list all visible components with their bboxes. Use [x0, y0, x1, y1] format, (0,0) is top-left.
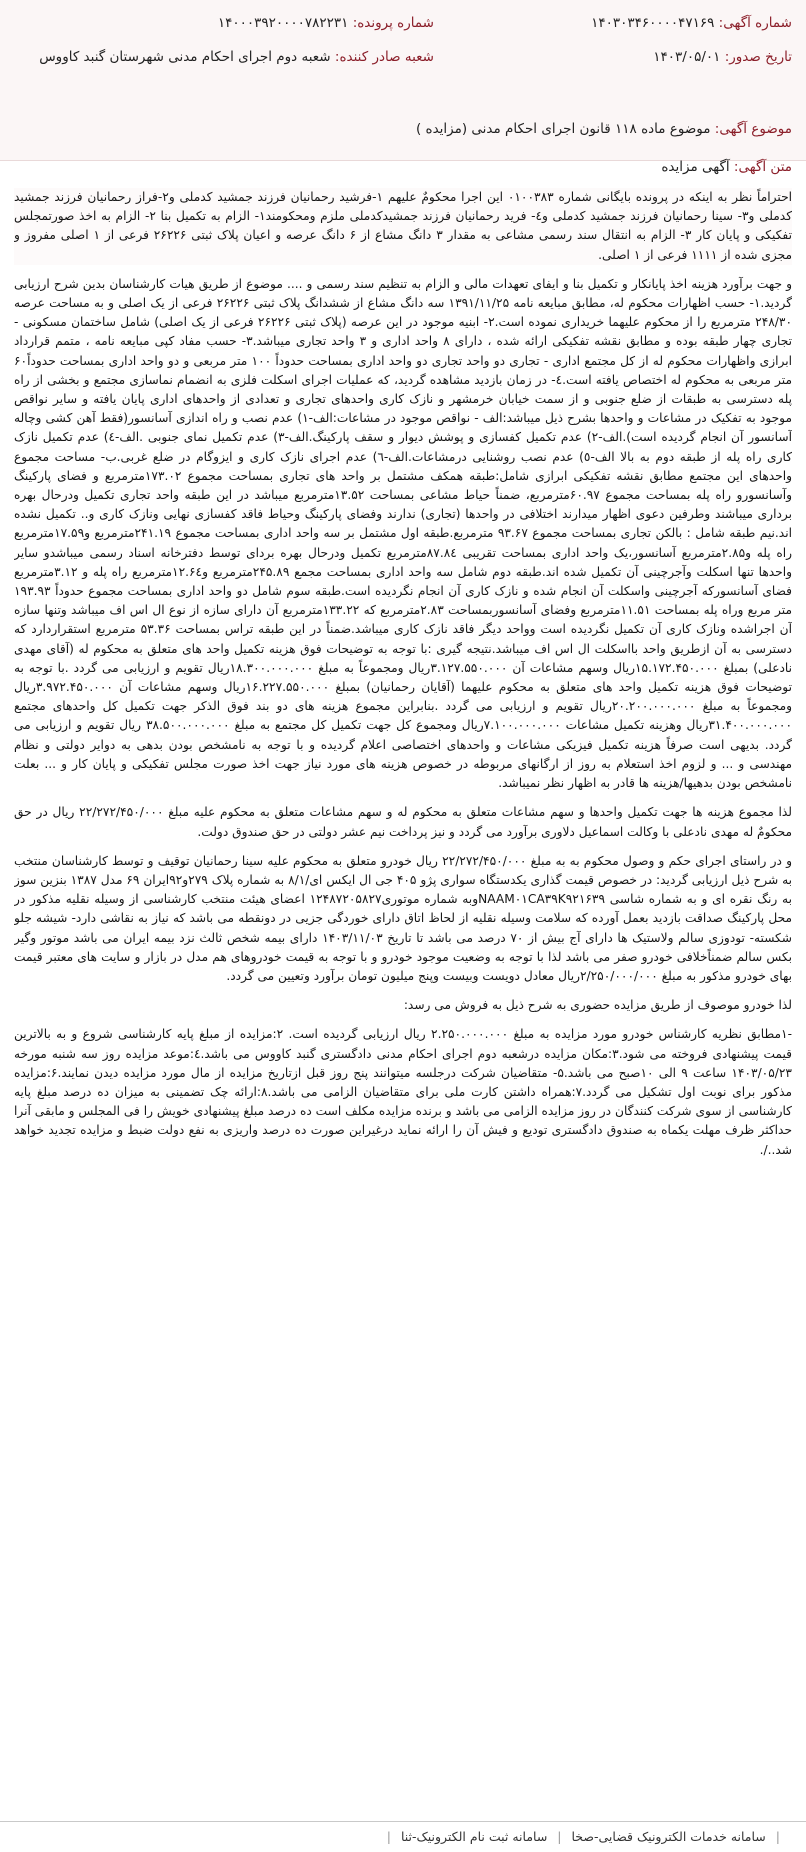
issue-date-value: ۱۴۰۳/۰۵/۰۱ [653, 49, 721, 65]
issuer-value: شعبه دوم اجرای احکام مدنی شهرستان گنبد کاووس [39, 49, 331, 65]
header-row-1 [0, 10, 806, 36]
case-number [218, 10, 434, 36]
footer-sep-left: | [775, 1829, 780, 1844]
footer-sep-right: | [386, 1829, 391, 1844]
ad-number-label: شماره آگهی: [718, 15, 792, 31]
paragraph-vehicle-appraisal: و در راستای اجرای حکم و وصول محکوم به به مبلغ ۲۲/۲۷۲/۴۵۰/۰۰۰ ریال خودرو متعلق به محکوم علیه سینا رحمانیان توقیف و توسط کارشناسان منتخب به شرح ذیل ارزیابی گردید: در خصوص قیمت گذاری یکدستگاه سواری پژو ۴۰۵ جی ال ایکس ای/۸/۱ به شماره پلاک ۲۷۹و۹۲ایران ۶۹ مدل ۱۳۸۷ بنزین سوز به رنگ نقره ای و به شماره شاسی NAAM۰۱CA۳۹K۹۲۱۶۳۹وبه شماره موتوری۱۲۴۸۷۲۰۵۸۲۷ اعضای هیئت منتخب کارشناسی از وسیله نقلیه مذکور در محل پارکینگ صداقت بازدید بعمل آورده که سلامت وسیله نقلیه از لحاظ اتاق دارای خوردگی جزیی در دونقطه می باشد که نیاز به نقاشی دارد- شیشه جلو شکسته- تودوزی سالم ولاستیک ها دارای آج بیش از ۷۰ درصد می باشد تا تاریخ ۱۴۰۳/۱۱/۰۳ دارای بیمه شخص ثالث نزد بیمه ایران می باشد موتور وگیر بکس سالم ضمناًخلافی خودرو صفر می باشد لذا با توجه به وضعیت موجود خودرو و با توجه به قیمت خودروهای هم مدل در بازار و سایت های معتبر قیمت بهای خودرو مذکور به مبلغ ۲/۲۵۰/۰۰۰/۰۰۰ریال معادل دویست وبیست وپنج میلیون تومان برآورد وتعیین می گردد. [14, 853, 792, 983]
paragraph-auction-intro: لذا خودرو موصوف از طریق مزایده حضوری به شرح ذیل به فروش می رسد: [403, 998, 792, 1013]
footer-bar [0, 1821, 806, 1852]
subject-value: موضوع ماده ۱۱۸ قانون اجرای احکام مدنی (مزایده ) [415, 121, 711, 137]
footer-link-sakha[interactable]: سامانه خدمات الکترونیک قضایی-صخا [571, 1829, 766, 1844]
paragraph-case-summary: احتراماً نظر به اینکه در پرونده بایگانی شماره ۰۱۰۰۳۸۳ این اجرا محکومٌ علیهم ۱-فرشید رحمانیان فرزند جمشید کدملی و۲-فراز رحمانیان فرزند جمشید کدملی و۳- سینا رحمانیان فرزند جمشید کدملی و٤- فرید رحمانیان فرزند جمشیدکدملی ملزم ومحکومند۱- الزام به تکمیل بنا ۲- الزام به اخذ صورتمجلس تفکیکی و پایان کار ۳- الزام به انتقال سند رسمی مشاعی به مقدار ۳ دانگ مشاع از ۶ دانگ عرصه و اعیان پلاک ثبتی ۲۶۲۲۶ فرعی از ۱ اصلی مفروز و مجزی شده از ۱۱۱۱ فرعی از ۱ اصلی. [14, 188, 792, 265]
text-title: آگهی مزایده [661, 159, 730, 175]
paragraph-auction-terms: -۱مطابق نظریه کارشناس خودرو مورد مزایده به مبلغ ۲.۲۵۰.۰۰۰.۰۰۰ ریال ارزیابی گردیده است. ۲:مزایده از مبلغ پایه کارشناسی شروع و به بالاترین قیمت پیشنهادی فروخته می شود.۳:مکان مزایده درشعبه دوم اجرای احکام مدنی دادگستری گنبد کاووس می باشد.٤:موعد مزایده روز سه شنبه مورخه ۱۴۰۳/۰۵/۲۳ ساعت ۹ الی ۱۰صبح می باشد.۵- متقاضیان شرکت درجلسه میتوانند پنج روز قبل ازتاریخ مزایده از مال مورد مزایده دیدن نمایند.۶:مزایده مذکور برای نوبت اول تشکیل می گردد.۷:همراه داشتن کارت ملی برای متقاضیان الزامی می باشد.۸:ارائه چک تضمینی به میزان ده درصد مبلغ پایه کارشناسی از سوی شرکت کنندگان در روز مزایده الزامی می باشد و برنده مزایده مکلف است ده درصد مبلغ پیشنهادی خویش را فی المجلس و مابقی آنرا حداکثر ظرف مهلت یکماه به صندوق دادگستری تودیع و فیش آن را ارائه نماید درغیراین صورت ده درصد واریزی به نفع دولت ضبط و مزایده تجدید خواهد شد../. [14, 1027, 792, 1157]
footer-link-sana[interactable]: سامانه ثبت نام الکترونیک-ثنا [400, 1829, 548, 1844]
issue-date [653, 44, 792, 70]
notice-text-title [661, 156, 792, 178]
issue-date-label: تاریخ صدور: [724, 49, 792, 65]
issuer [39, 44, 434, 70]
text-label: متن آگهی: [733, 159, 792, 175]
issuer-label: شعبه صادر کننده: [334, 49, 434, 65]
notice-header [0, 0, 806, 161]
case-number-label: شماره پرونده: [352, 15, 434, 31]
ad-number [591, 10, 792, 36]
subject [416, 118, 792, 140]
paragraph-total-cost: لذا مجموع هزینه ها جهت تکمیل واحدها و سهم مشاعات متعلق به محکوم له و سهم مشاعات متعلق به محکوم علیه مبلغ ۲۲/۲۷۲/۴۵۰/۰۰۰ ریال در حق محکومٌ له مهدی نادعلی با وکالت اسماعیل دلاوری برآورد می گردد و نیز پرداخت نیم عشر دولتی در حق صندوق دولت. [14, 805, 792, 839]
footer-sep-middle: | [557, 1829, 562, 1844]
subject-label: موضوع آگهی: [714, 121, 792, 137]
case-number-value: ۱۴۰۰۰۳۹۲۰۰۰۰۷۸۲۲۳۱ [217, 15, 349, 31]
header-row-2 [0, 44, 806, 70]
notice-body [14, 188, 792, 1794]
ad-number-value: ۱۴۰۳۰۳۴۶۰۰۰۰۴۷۱۶۹ [591, 15, 715, 31]
paragraph-expert-assessment: و جهت برآورد هزینه اخذ پایانکار و تکمیل بنا و ایفای تعهدات مالی و الزام به تنظیم سند رسمی و .... موضوع از طریق هیات کارشناسان بدین شرح ارزیابی گردید.۱- حسب اظهارات محکوم له، مطابق مبایعه نامه ۱۳۹۱/۱۱/۲۵ سه دانگ مشاع از ششدانگ پلاک ثبتی ۲۶۲۲۶ فرعی از یک اصلی و به مساحت عرصه ۲۴۸/۳۰ مترمربع را از محکوم علیهما خریداری نموده است.۲- ابنیه موجود در این عرصه (پلاک ثبتی ۲۶۲۲۶ فرعی از یک اصلی) شامل ساختمان مسکونی - تجاری چهار طبقه بوده و مطابق نقشه تفکیکی ارائه شده ، دارای ۸ واحد اداری و ۳ واحد تجاری میباشد.۳- حسب مفاد کپی مبایعه نامه ، متمم قرارداد ابرازی واظهارات محکوم له از کل مجتمع اداری - تجاری دو واحد تجاری دو واحد اداری بمساحت حدوداً ۱۰۰ متر مربعی و دو واحد اداری بمساحت حدوداً۶۰ متر مربعی به محکوم له اختصاص یافته است.٤- در زمان بازدید مشاهده گردید، که عملیات اجرای اسکلت فلزی به انضمام نماسازی مجتمع و بخشی از راه پله دسترسی به طبقات از ضلع جنوبی و از سمت خیابان خرمشهر و نازک کاری واحدهای تجاری و تعدادی از واحدهای اداری پایان یافته و سایر نواقص موجود به تفکیک در مشاعات و واحدها بشرح ذیل میباشد:الف - نواقص موجود در مشاعات:الف-۱) عدم نصب و راه اندازی آسانسور(فقط آهن کشی وچاله آسانسور آن انجام گردیده است).الف-۲) عدم تکمیل کفسازی و پوشش دیوار و سقف پارکینگ.الف-۳) عدم تکمیل نمای جنوبی .الف-٤) عدم تکمیل نازک کاری راه پله از طبقه دوم به بالا الف-٥) عدم نصب روشنایی درمشاعات.الف-٦) عدم اجرای نازک کاری و ایزوگام در ضلع غربی.ب- مساحت مجموع واحدهای این مجتمع مطابق نقشه تفکیکی ابرازی شامل:طبقه همکف مشتمل بر واحد های تجاری بمساحت مجموع ۱۷۳.۰۲مترمربع و فضای پارکینگ وآسانسورو راه پله بمساحت مجموع ۶۰.۹۷مترمربع، ضمناً حیاط مشاعی بمساحت ۱۳.۵۲مترمربع میباشد در این طبقه واحد تجاری تکمیل ودرحال بهره برداری میباشند وطرفین دعوی اظهار میدارند اختلافی در واحدها (تجاری) ندارند وفضای پارکینگ وحیاط فاقد کفسازی نهایی ونازک کاری و.. تکمیل نشده اند.نیم طبقه شامل : بالکن تجاری بمساحت مجموع ۹۳.۶۷ مترمربع.طبقه اول مشتمل بر سه واحد اداری بمساحت مجموع ۲۴۱.۱۹مترمربع و۱۷.۵۹مترمربع راه پله و۲.۸۵مترمربع آسانسور،یک واحد اداری بمساحت تقریبی ۸۷.۸٤مترمربع تکمیل ودرحال بهره بردای توسط دفترخانه اسناد رسمی میباشدو سایر واحدها تنها اسکلت وآجرچینی آن تکمیل شده اند.طبقه دوم شامل سه واحد اداری بمساحت مجمع ۲۴۵.۸۹مترمربع و۱۲.۶٤مترمربع راه پله و ۳.۱۲مترمربع فضای آسانسورکه آجرچینی واسکلت آن انجام شده و نازک کاری آن انجام نگردیده است.طبقه سوم شامل دو واحد اداری بمساحت مجموع حدوداً ۱۹۳.۹۳ متر مربع وراه پله بمساحت ۱۱.۵۱مترمربع وفضای آسانسوربمساحت ۲.۸۳مترمربع که ۱۳۳.۲۲مترمربع آن دارای سازه از نوع ال اس اف میباشد وتنها سازه آن اجراشده ونازک کاری آن تکمیل نگردیده است وواحد دیگر فاقد نازک کاری میباشد.ضمناً در این طبقه تراس بمساحت ۵۳.۳۶ مترمربع استقراردارد که دسترسی به آن ازطریق واحد بااسکلت ال اس اف میباشد.نتیجه گیری :با توجه به توضیحات فوق هزینه تکمیل واحد های متعلق به محکوم له (آقای مهدی نادعلی) بمبلغ ۱۵.۱۷۲.۴۵۰.۰۰۰ریال وسهم مشاعات آن ۳.۱۲۷.۵۵۰.۰۰۰ریال ومجموعاً به مبلغ ۱۸.۳۰۰.۰۰۰.۰۰۰ریال تقویم و ارزیابی می گردد .با توجه به توضیحات فوق هزینه تکمیل واحد های متعلق به محکوم علیهما (آقایان رحمانیان) بمبلغ ۱۶.۲۲۷.۵۵۰.۰۰۰ریال وسهم مشاعات آن ۳.۹۷۲.۴۵۰.۰۰۰ریال ومجموعاً به مبلغ ۲۰.۲۰۰.۰۰۰.۰۰۰ریال تقویم و ارزیابی می گردد .بنابراین مجموع هزینه های دو بند فوق الذکر جهت تکمیل کل واحدهای مجتمع ۳۱.۴۰۰.۰۰۰.۰۰۰ریال وهزینه تکمیل مشاعات ۷.۱۰۰.۰۰۰.۰۰۰ریال ومجموع کل جهت تکمیل کل مجتمع به مبلغ ۳۸.۵۰۰.۰۰۰.۰۰۰ ریال تقویم و ارزیابی می گردد. بدیهی است صرفاً هزینه تکمیل فیزیکی مشاعات و واحدهای اختصاصی اعلام گردیده و با توجه به نامشخص بودن بدهی به دوایر دولتی و نظام مهندسی و ... و لزوم اخذ استعلام به روز از ارگانهای مربوطه در خصوص هزینه های مورد نیاز جهت اخذ صورت مجلس تفکیکی و پایان کار و ... بعلت نامشخص بودن بدهیها/هزینه ها قادر به اظهار نظر نمیباشد. [14, 276, 792, 791]
